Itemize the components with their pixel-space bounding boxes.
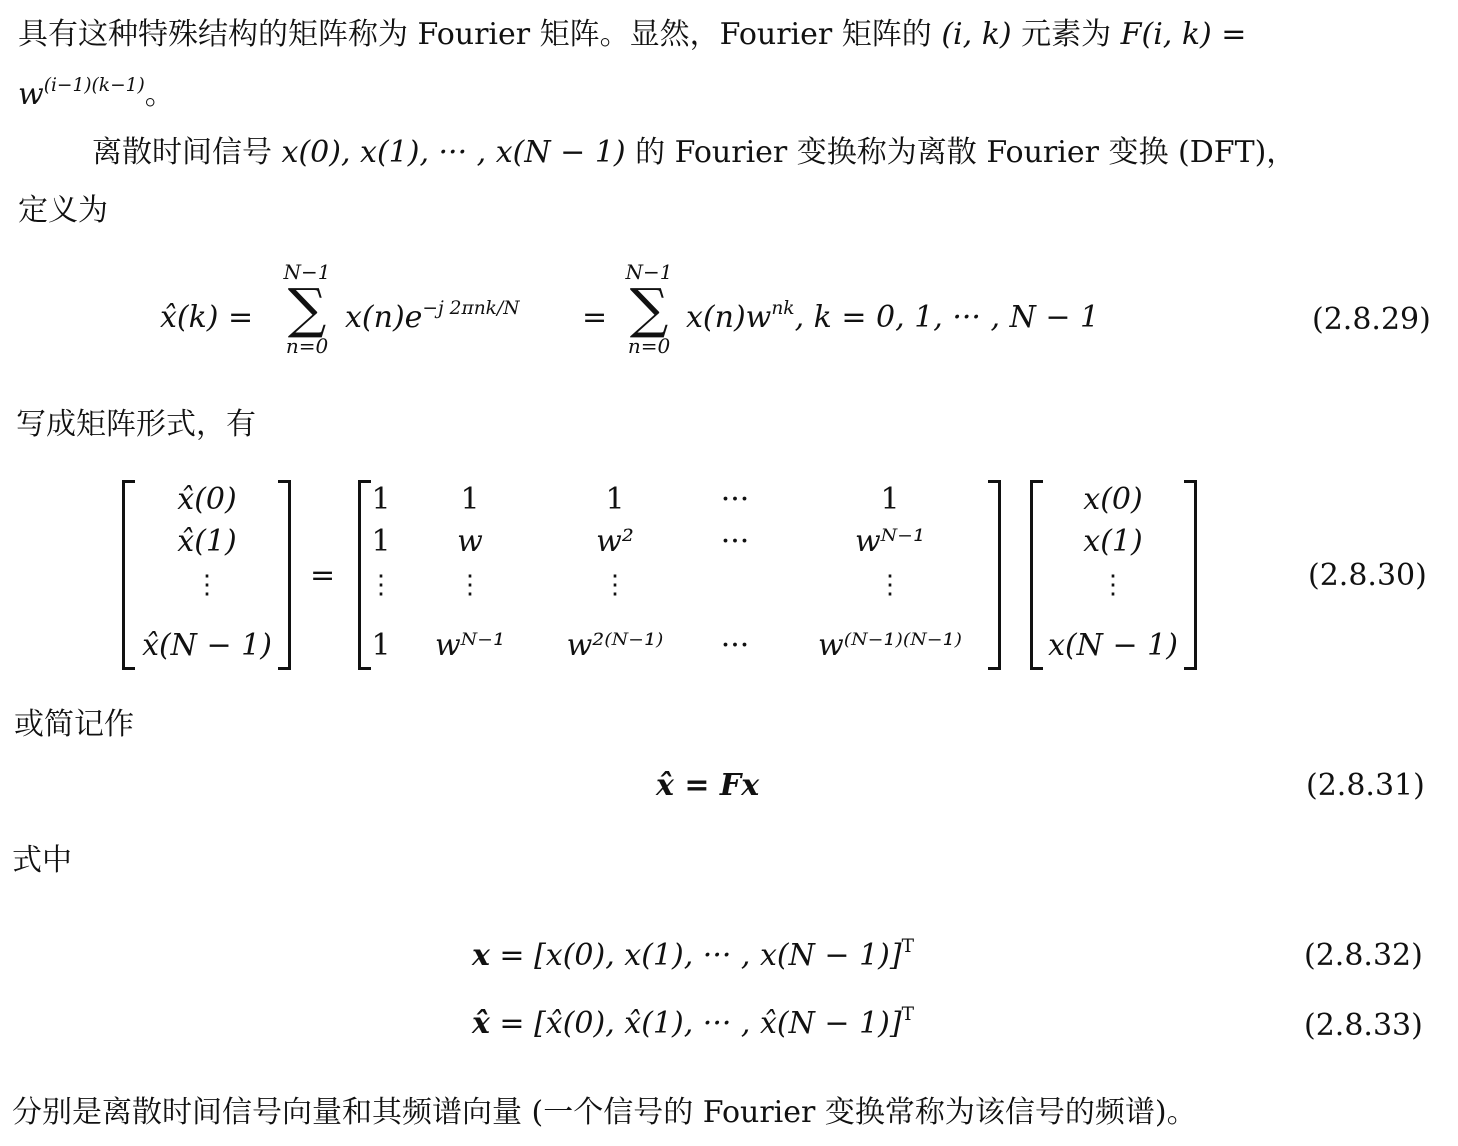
matrix-cell: ⋮ [602, 570, 628, 600]
eq33-number: (2.8.33) [1304, 1008, 1423, 1043]
matrix-cell: w [457, 524, 483, 559]
eq29-lhs: x̂(k) = [160, 300, 254, 335]
rhs-entry: x(1) [1083, 524, 1143, 559]
matrix-cell: ⋮ [368, 570, 394, 600]
eq32 [472, 935, 914, 973]
eq33-lhs: x̂ [472, 1006, 490, 1041]
matrix-cell: w⁽ᴺ⁻¹⁾⁽ᴺ⁻¹⁾ [818, 628, 962, 663]
para2-text-a: 离散时间信号 [92, 135, 282, 170]
text-abbrev: 或简记作 [14, 707, 134, 742]
matrix-cell: w² [596, 524, 634, 559]
rhs-entry: x(0) [1083, 482, 1143, 517]
matrix-cell: wᴺ⁻¹ [434, 628, 506, 663]
para1-index: (i, k) [941, 17, 1012, 52]
matrix-cell: ··· [720, 524, 750, 559]
matrix-cell: 1 [371, 628, 391, 663]
matrix-cell: ⋮ [457, 570, 483, 600]
rhs-entry: ⋮ [1100, 570, 1126, 600]
text-where: 式中 [12, 843, 72, 878]
eq33-rhs: = [x̂(0), x̂(1), ··· , x̂(N − 1)] [489, 1006, 902, 1041]
matrix-cell: w²⁽ᴺ⁻¹⁾ [566, 628, 664, 663]
eq30-number: (2.8.30) [1308, 558, 1427, 593]
eq33-transpose: T [901, 1003, 914, 1025]
matrix-cell: ⋮ [877, 570, 903, 600]
matrix-cell: ··· [720, 482, 750, 517]
para1-w: w [18, 77, 44, 112]
para1-text-c: 元素为 [1011, 17, 1121, 52]
eq29-sum1-lower: n=0 [285, 334, 329, 358]
eq29-equals: = [582, 300, 608, 335]
eq32-rhs: = [x(0), x(1), ··· , x(N − 1)] [489, 938, 902, 973]
para2-text-c: 的 Fourier 变换称为离散 Fourier 变换 (DFT)， [625, 135, 1297, 170]
matrix-cell: ··· [720, 628, 750, 663]
text-matrix-form: 写成矩阵形式，有 [16, 407, 256, 442]
para2-signal: x(0), x(1), ··· , x(N − 1) [281, 135, 626, 170]
lhs-entry: x̂(1) [177, 524, 237, 559]
eq29-sum1-upper: N−1 [283, 260, 331, 284]
para1-line2 [18, 74, 175, 112]
matrix-cell: 1 [460, 482, 480, 517]
para1-period: 。 [144, 77, 175, 112]
eq29-term1: $x(n)e^{-j 2\pi nk/N}$ [345, 297, 520, 335]
matrix-cell: 1 [371, 482, 391, 517]
rhs-entry: x(N − 1) [1048, 628, 1178, 663]
para1-text-a: 具有这种特殊结构的矩阵称为 Fourier 矩阵。显然，Fourier 矩阵的 [18, 17, 942, 52]
matrix-cell: 1 [880, 482, 900, 517]
eq32-lhs: x [472, 938, 490, 973]
para2-line2: 定义为 [18, 193, 108, 228]
lhs-entry: x̂(N − 1) [142, 628, 272, 663]
para1-w-exponent: (i−1)(k−1) [43, 74, 145, 96]
eq29-term2: $x(n)w^{nk}$, k = 0, 1, ··· , N − 1 [686, 297, 1100, 335]
matrix-cell: 1 [605, 482, 625, 517]
lhs-entry: x̂(0) [177, 482, 237, 517]
eq32-number: (2.8.32) [1304, 938, 1423, 973]
closing-line: 分别是离散时间信号向量和其频谱向量 (一个信号的 Fourier 变换常称为该信号的频谱)。 [12, 1095, 1197, 1130]
eq29-sum2-lower: n=0 [627, 334, 671, 358]
para2-line1 [92, 135, 1297, 170]
eq29-exponent: −j 2πnk/N [422, 297, 520, 319]
matrix-cell: wᴺ⁻¹ [854, 524, 926, 559]
para1-line1 [18, 17, 1247, 52]
lhs-entry: ⋮ [194, 570, 220, 600]
matrix-cell: 1 [371, 524, 391, 559]
sigma-symbol: ∑ [287, 277, 327, 340]
eq31-content: x̂ = Fx [656, 768, 760, 803]
eq29-exponent2: nk [771, 297, 795, 319]
eq29-sum2-upper: N−1 [625, 260, 673, 284]
eq29-number: (2.8.29) [1312, 302, 1431, 337]
eq30-equals: = [310, 558, 336, 593]
eq29-sum2 [614, 262, 684, 356]
eq31-number: (2.8.31) [1306, 768, 1425, 803]
eq29-sum1 [272, 262, 342, 356]
para1-formula: F(i, k) = [1120, 17, 1247, 52]
eq29-condition: , k = 0, 1, ··· , N − 1 [794, 300, 1100, 335]
eq32-transpose: T [901, 935, 914, 957]
eq33 [472, 1003, 914, 1041]
sigma-symbol: ∑ [629, 277, 669, 340]
